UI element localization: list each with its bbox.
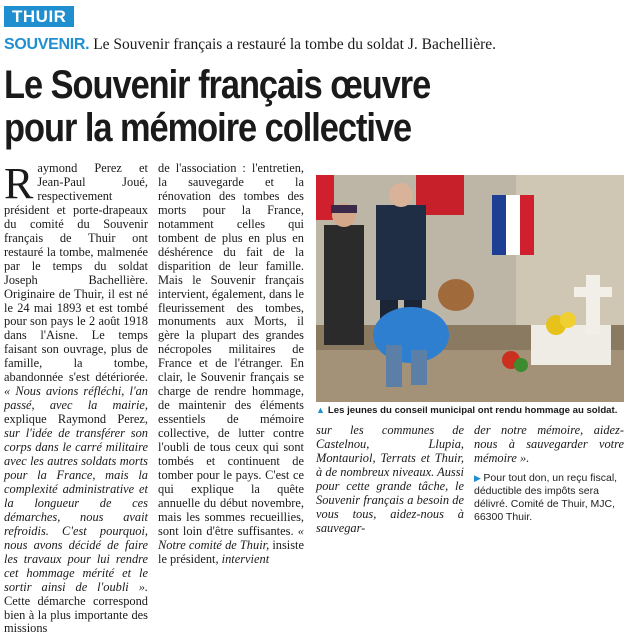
article-column-3 (316, 424, 464, 536)
headline-line-1: Le Souvenir français œuvre (4, 63, 431, 107)
quote-text: sur les communes de Castelnou, Llupia, Montauriol, Terrats et Thuir, à de nombreux niveaux. Aussi pour cette grande tâche, le Souvenir français a besoin de vous tous, aidez-nous à sauvegar- (316, 423, 464, 535)
donation-text: Pour tout don, un reçu fiscal, déductible des impôts sera délivré. Comité de Thuir, MJC, 66300 Thuir. (474, 471, 618, 523)
caption-text: Les jeunes du conseil municipal ont rendu hommage au soldat. (327, 405, 618, 416)
photo-caption (316, 404, 624, 417)
quote-text: intervient (218, 551, 270, 566)
quote-text: « Notre comité de Thuir, (158, 523, 304, 552)
body-text: de l'association : l'entretien, la sauvegarde et la rénovation des tombes des morts pour la France, notamment celles qui tombent de plus en plus en déshérence du fait de la disparition de leur famille. Mais le Souvenir français intervient, également, dans le fleurissement des tombes, monuments aux Morts, il gère la plupart des grandes nécropoles militaires de France et de l'étranger. En clair, le Souvenir français se charge de rendre hommage, de maintenir des éléments essentiels de mémoire collective, de lutter contre l'oubli de tous ceux qui sont tombés et continuent de tomber pour le pays. C'est ce qui explique la quête annuelle du début novembre, mais les sommes recueillies, sont loin d'être suffisantes. (158, 161, 304, 538)
quote-text: der notre mémoire, aidez-nous à sauvegarder votre mémoire ». (474, 423, 624, 465)
triangle-icon: ▲ (316, 405, 325, 415)
body-text: Cette démarche correspond bien à la plus importante des missions (4, 593, 148, 636)
triangle-bullet-icon: ▶ (474, 472, 484, 483)
drop-cap: R (4, 159, 34, 208)
photo-illustration (316, 175, 624, 402)
donation-info (474, 472, 624, 524)
headline-line-2: pour la mémoire collective (4, 106, 412, 150)
headline (4, 64, 537, 150)
kicker-lead: SOUVENIR. (4, 36, 90, 53)
body-text: explique Raymond Perez, (4, 412, 148, 427)
quote-text: sur l'idée de transférer son corps dans le carré militaire avec les autres soldats morts pour la France, mais la complexité administrative et la longueur de ces démarches, nous avait refroidis. C'est pourquoi, nous avons décidé de faire les travaux pour lui rendre cet hommage mérité et le sortir ainsi de l'oubli ». (4, 426, 148, 594)
kicker-text: Le Souvenir français a restauré la tombe du soldat J. Bachellière. (89, 36, 497, 53)
body-text: insiste le président, (158, 537, 304, 566)
kicker-line (4, 35, 624, 55)
article-column-2 (158, 162, 304, 567)
article-column-1 (4, 159, 148, 636)
body-text: aymond Perez et Jean-Paul Joué, respectivement président et porte-drapeaux du comité du Souvenir français de Thuir ont restauré la tombe, malmenée par le temps du soldat Joseph Bachellière. Originaire de Thuir, il est né le 24 mai 1893 et est tombé pour son pays le 2 août 1918 dans l'Aisne. Le temps faisant son ouvrage, plus de famille, la tombe, abandonnée s'est détériorée. (4, 161, 148, 385)
section-tag: THUIR (4, 6, 74, 27)
article-photo (316, 175, 624, 402)
quote-text: « Nous avions réfléchi, l'an passé, avec la mairie, (4, 384, 148, 413)
article-column-4 (474, 424, 624, 524)
